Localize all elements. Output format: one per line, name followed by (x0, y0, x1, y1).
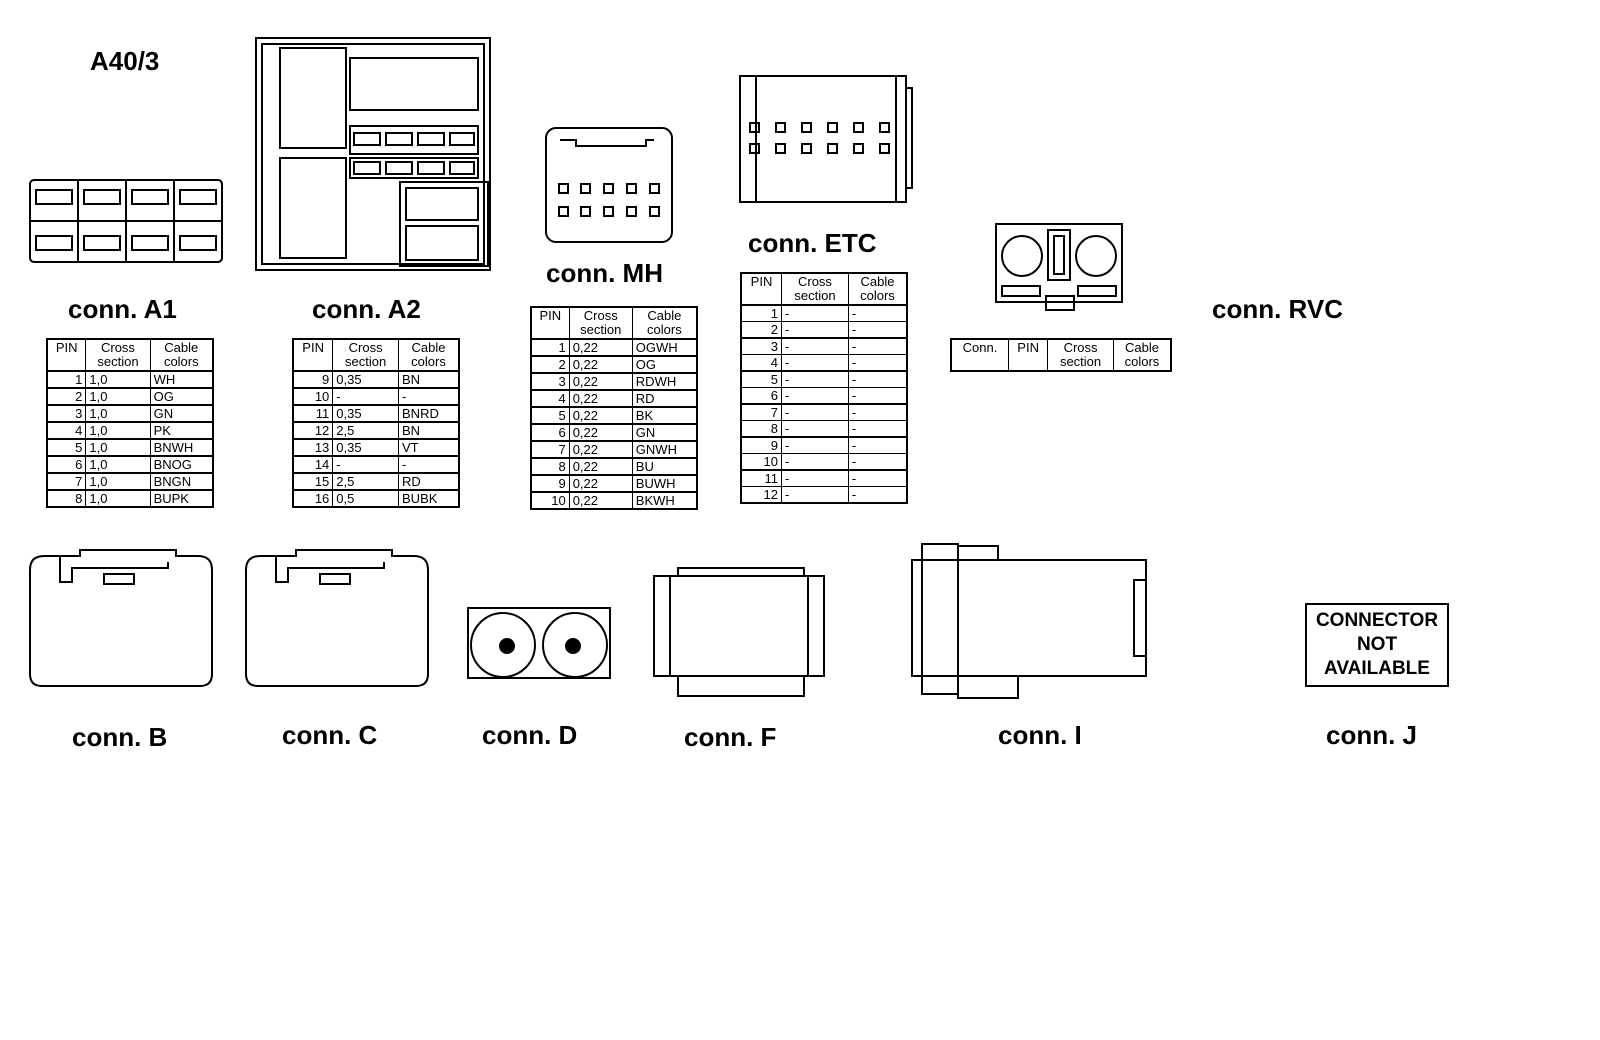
pin-cell: 14 (293, 456, 333, 473)
table-row (47, 490, 213, 507)
table-cell: BNWH (150, 439, 213, 456)
header-cable-line-1: Cable (1124, 340, 1159, 355)
table-header-row (531, 307, 697, 339)
table-cell: - (782, 355, 849, 372)
header-cable-line-2: colors (411, 354, 446, 369)
header-pin: PIN (741, 273, 782, 305)
table-header-row (47, 339, 213, 371)
table-cell: BK (632, 407, 697, 424)
table-cell: GN (632, 424, 697, 441)
table-cell: BUWH (632, 475, 697, 492)
header-pin: PIN (47, 339, 86, 371)
header-cable-colors (399, 339, 459, 371)
table-row (531, 356, 697, 373)
pin-cell: 12 (293, 422, 333, 439)
table-cell: GNWH (632, 441, 697, 458)
table-row (741, 454, 907, 471)
table-cell: 0,22 (569, 356, 632, 373)
title-conn-a2: conn. A2 (312, 294, 421, 324)
header-cross-section (569, 307, 632, 339)
table-cell: GN (150, 405, 213, 422)
table-cell: 1,0 (86, 388, 150, 405)
table-cell: 1,0 (86, 405, 150, 422)
header-cross-line-2: section (580, 322, 622, 337)
pin-cell: 15 (293, 473, 333, 490)
title-conn-j: conn. J (1326, 720, 1418, 750)
table-row (741, 338, 907, 355)
table-cell: - (782, 487, 849, 504)
table-cell: - (782, 437, 849, 454)
table-cell: BU (632, 458, 697, 475)
pin-cell: 3 (47, 405, 86, 422)
pin-cell: 13 (293, 439, 333, 456)
table-row (293, 456, 459, 473)
title-conn-b: conn. B (72, 722, 168, 752)
pin-cell: 11 (741, 470, 782, 487)
header-cable-line-1: Cable (164, 340, 199, 355)
title-conn-i: conn. I (998, 720, 1082, 750)
table-row (741, 322, 907, 339)
header-cable-colors (1113, 339, 1171, 371)
pin-cell: 4 (47, 422, 86, 439)
header-cross-line-1: Cross (1063, 340, 1098, 355)
table-cell: 0,22 (569, 390, 632, 407)
header-cable-colors (848, 273, 907, 305)
header-cross-line-1: Cross (797, 274, 832, 289)
table-row (741, 355, 907, 372)
pin-cell: 7 (741, 404, 782, 421)
table-cell: 2,5 (333, 473, 399, 490)
header-conn: Conn. (951, 339, 1009, 371)
table-row (293, 422, 459, 439)
table-cell: 1,0 (86, 371, 150, 388)
table-row (531, 475, 697, 492)
table-cell: 0,35 (333, 439, 399, 456)
header-cross-section (86, 339, 150, 371)
pin-cell: 8 (531, 458, 569, 475)
table-cell: - (848, 338, 907, 355)
title-conn-c: conn. C (282, 720, 378, 750)
table-row (47, 439, 213, 456)
table-cell: - (782, 421, 849, 438)
table-cell: - (848, 388, 907, 405)
na-line-1: CONNECTOR (1315, 610, 1439, 631)
pin-table-etc (740, 272, 908, 504)
pin-cell: 9 (741, 437, 782, 454)
table-cell: BNRD (399, 405, 459, 422)
pin-cell: 12 (741, 487, 782, 504)
table-row (47, 456, 213, 473)
na-line-3: AVAILABLE (1324, 658, 1430, 679)
title-conn-etc: conn. ETC (748, 228, 877, 258)
header-cross-line-1: Cross (583, 308, 618, 323)
header-cable-colors (150, 339, 213, 371)
header-cable-line-1: Cable (411, 340, 446, 355)
header-cross-line-2: section (794, 288, 836, 303)
header-cable-line-2: colors (860, 288, 895, 303)
header-pin: PIN (1009, 339, 1048, 371)
title-conn-mh: conn. MH (546, 258, 663, 288)
pin-cell: 3 (741, 338, 782, 355)
table-cell: 0,22 (569, 492, 632, 509)
header-cross-line-2: section (97, 354, 139, 369)
pin-cell: 4 (741, 355, 782, 372)
table-cell: 0,22 (569, 475, 632, 492)
table-cell: 1,0 (86, 456, 150, 473)
header-cable-line-1: Cable (647, 308, 682, 323)
table-cell: BUPK (150, 490, 213, 507)
table-row (293, 490, 459, 507)
pin-cell: 11 (293, 405, 333, 422)
title-conn-f: conn. F (684, 722, 777, 752)
table-cell: - (848, 355, 907, 372)
table-row (293, 388, 459, 405)
table-cell: 1,0 (86, 439, 150, 456)
pin-cell: 5 (47, 439, 86, 456)
table-cell: BNGN (150, 473, 213, 490)
pin-table-mh (530, 306, 698, 510)
table-cell: PK (150, 422, 213, 439)
table-cell: 0,22 (569, 339, 632, 356)
table-header-row (951, 339, 1171, 371)
header-cross-line-1: Cross (348, 340, 383, 355)
table-cell: BN (399, 422, 459, 439)
pin-cell: 2 (531, 356, 569, 373)
table-row (741, 470, 907, 487)
table-cell: - (848, 322, 907, 339)
table-cell: BUBK (399, 490, 459, 507)
table-cell: RD (399, 473, 459, 490)
table-cell: - (848, 305, 907, 322)
table-row (293, 371, 459, 388)
table-row (531, 441, 697, 458)
table-cell: 1,0 (86, 422, 150, 439)
table-row (531, 458, 697, 475)
table-cell: OGWH (632, 339, 697, 356)
table-cell: RD (632, 390, 697, 407)
table-row (531, 492, 697, 509)
table-cell: - (782, 404, 849, 421)
title-conn-d: conn. D (482, 720, 578, 750)
header-cable-line-2: colors (647, 322, 682, 337)
header-cable-line-2: colors (163, 354, 199, 369)
table-row (531, 424, 697, 441)
table-row (47, 388, 213, 405)
table-cell: 0,35 (333, 405, 399, 422)
pin-cell: 6 (47, 456, 86, 473)
table-cell: 0,22 (569, 424, 632, 441)
pin-cell: 16 (293, 490, 333, 507)
table-cell: - (782, 388, 849, 405)
table-row (293, 439, 459, 456)
connector-not-available-box (1305, 603, 1449, 687)
header-cross-section (782, 273, 849, 305)
table-cell: 0,22 (569, 407, 632, 424)
pin-cell: 1 (531, 339, 569, 356)
header-pin: PIN (293, 339, 333, 371)
table-cell: 0,22 (569, 458, 632, 475)
pin-cell: 5 (741, 371, 782, 388)
table-cell: - (848, 454, 907, 471)
table-cell: 0,22 (569, 441, 632, 458)
header-cross-line-2: section (1059, 354, 1102, 369)
table-cell: - (848, 421, 907, 438)
header-cable-line-2: colors (1124, 354, 1160, 369)
pin-table-a1 (46, 338, 214, 508)
table-row (531, 390, 697, 407)
table-cell: 0,22 (569, 373, 632, 390)
table-cell: - (333, 388, 399, 405)
table-cell: - (848, 487, 907, 504)
table-cell: - (782, 371, 849, 388)
pin-cell: 8 (47, 490, 86, 507)
pin-cell: 6 (741, 388, 782, 405)
pin-cell: 10 (531, 492, 569, 509)
header-cross-section (333, 339, 399, 371)
table-row (293, 473, 459, 490)
table-cell: 1,0 (86, 473, 150, 490)
table-row (531, 373, 697, 390)
pin-cell: 10 (293, 388, 333, 405)
table-row (531, 339, 697, 356)
table-cell: - (782, 322, 849, 339)
table-cell: - (782, 338, 849, 355)
na-line-2: NOT (1356, 634, 1398, 655)
pin-cell: 9 (531, 475, 569, 492)
header-cross-line-1: Cross (100, 340, 135, 355)
table-row (531, 407, 697, 424)
table-row (741, 371, 907, 388)
pin-cell: 4 (531, 390, 569, 407)
table-row (741, 487, 907, 504)
table-header-row (293, 339, 459, 371)
table-row (741, 404, 907, 421)
pin-table-fm-gps (950, 338, 1172, 372)
table-cell: OG (632, 356, 697, 373)
table-row (293, 405, 459, 422)
table-row (47, 422, 213, 439)
table-row (741, 388, 907, 405)
pin-cell: 1 (47, 371, 86, 388)
pin-cell: 8 (741, 421, 782, 438)
table-cell: 1,0 (86, 490, 150, 507)
pin-table-a2 (292, 338, 460, 508)
table-cell: VT (399, 439, 459, 456)
table-cell: 2,5 (333, 422, 399, 439)
table-cell: - (399, 388, 459, 405)
table-cell: WH (150, 371, 213, 388)
table-cell: - (848, 404, 907, 421)
header-cross-line-2: section (345, 354, 387, 369)
table-cell: 0,35 (333, 371, 399, 388)
table-cell: BNOG (150, 456, 213, 473)
main-title: A40/3 (90, 46, 160, 76)
table-cell: BKWH (632, 492, 697, 509)
table-cell: - (333, 456, 399, 473)
pin-cell: 10 (741, 454, 782, 471)
table-cell: - (399, 456, 459, 473)
table-row (47, 405, 213, 422)
table-cell: - (848, 470, 907, 487)
pin-cell: 2 (47, 388, 86, 405)
table-cell: OG (150, 388, 213, 405)
table-cell: - (782, 470, 849, 487)
table-cell: 0,5 (333, 490, 399, 507)
pin-cell: 6 (531, 424, 569, 441)
pin-cell: 7 (47, 473, 86, 490)
header-cable-colors (632, 307, 697, 339)
table-row (741, 421, 907, 438)
table-cell: - (848, 371, 907, 388)
table-row (741, 305, 907, 322)
table-row (47, 371, 213, 388)
header-pin: PIN (531, 307, 569, 339)
table-row (741, 437, 907, 454)
pin-cell: 1 (741, 305, 782, 322)
pin-cell: 2 (741, 322, 782, 339)
table-row (47, 473, 213, 490)
table-cell: RDWH (632, 373, 697, 390)
pin-cell: 5 (531, 407, 569, 424)
table-cell: - (782, 305, 849, 322)
title-conn-rvc: conn. RVC (1212, 294, 1343, 324)
table-cell: - (782, 454, 849, 471)
table-header-row (741, 273, 907, 305)
title-conn-a1: conn. A1 (68, 294, 177, 324)
table-cell: BN (399, 371, 459, 388)
pin-cell: 3 (531, 373, 569, 390)
pin-cell: 9 (293, 371, 333, 388)
table-cell: - (848, 437, 907, 454)
pin-cell: 7 (531, 441, 569, 458)
header-cable-line-1: Cable (860, 274, 895, 289)
header-cross-section (1048, 339, 1114, 371)
